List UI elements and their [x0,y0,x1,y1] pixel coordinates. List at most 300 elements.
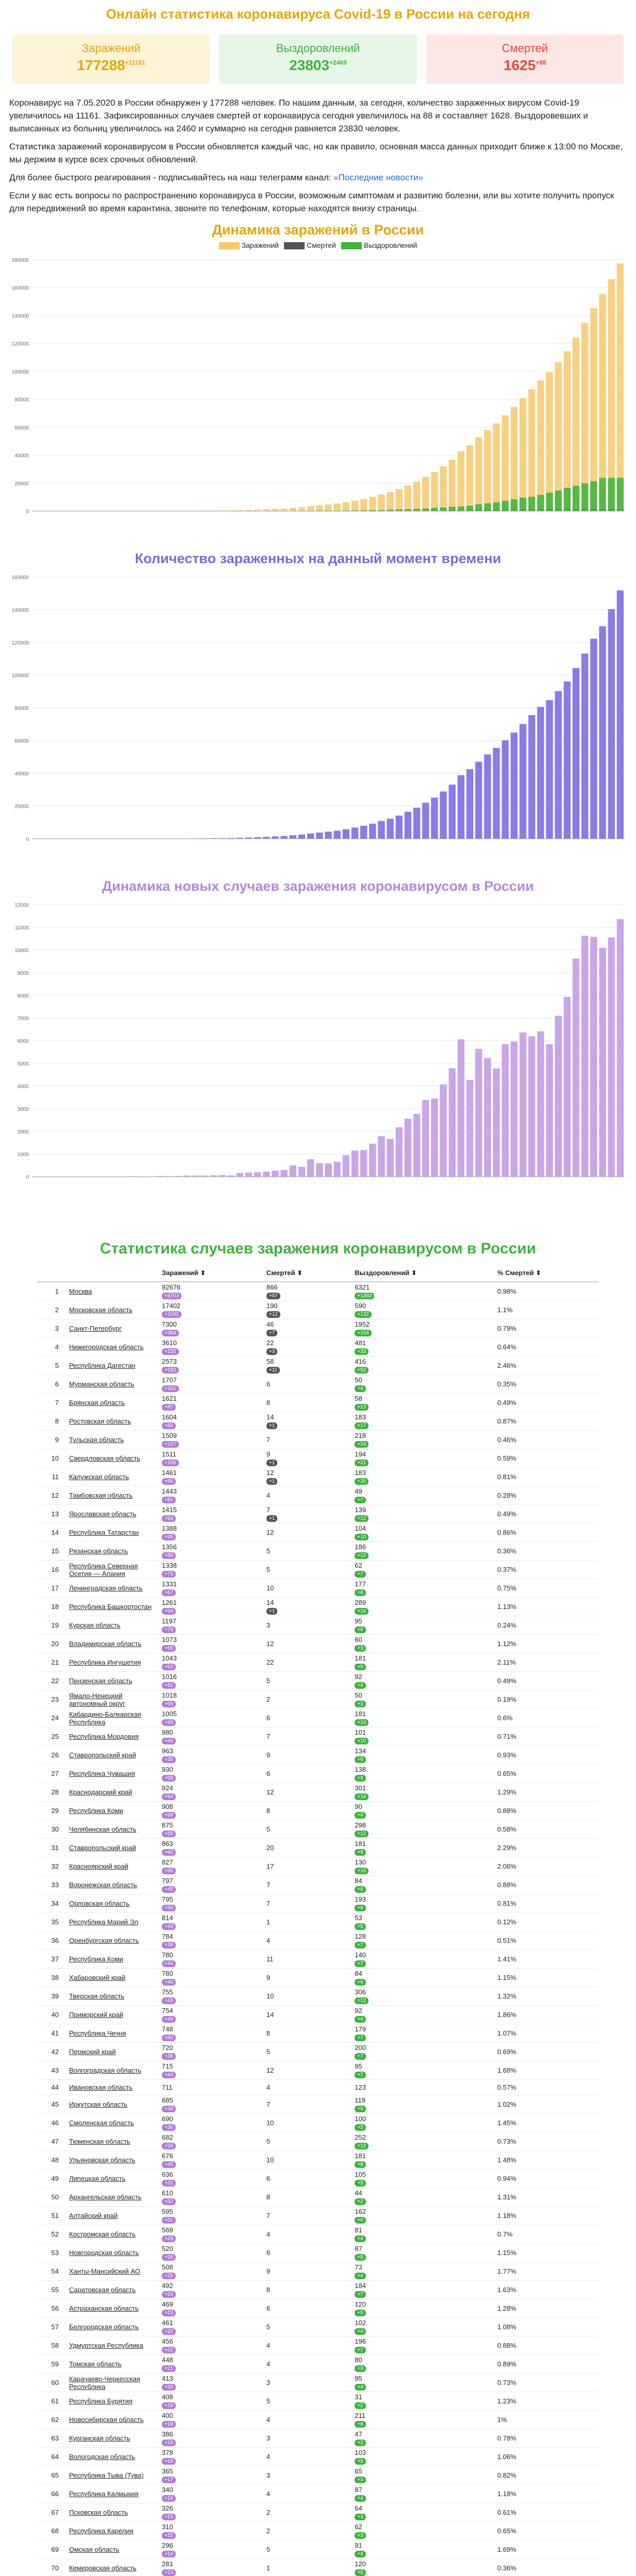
deaths-cell [263,1523,352,1542]
death-pct-cell: 0.75% [494,1579,599,1598]
delta-badge: +75 [162,1571,176,1578]
bar-2-66 [617,478,624,512]
recovered-cell [352,2318,494,2336]
region-link[interactable]: Костромская область [69,2230,136,2239]
region-link[interactable]: Саратовская область [69,2286,136,2294]
deaths-value: 7 [266,2212,271,2220]
delta-badge: +2 [355,2198,365,2205]
delta-badge: +1383 [355,1293,374,1299]
recovered-value: 130 [355,1858,366,1867]
deaths-value: 5 [266,2546,271,2554]
region-link[interactable]: Челябинская область [69,1825,137,1834]
region-link[interactable]: Москва [69,1287,92,1296]
delta-badge: +6 [355,1979,365,1986]
bar-0-33 [325,832,331,839]
region-link[interactable]: Ставропольский край [69,1751,136,1759]
row-index: 20 [37,1635,66,1653]
recovered-value: 92 [355,2007,362,2015]
recovered-value: 128 [355,1933,366,1941]
bar-0-65 [608,279,615,511]
region-link[interactable]: Республика Чувашия [69,1770,135,1778]
region-link[interactable]: Рязанская область [69,1547,128,1555]
deaths-value: 10 [266,1992,274,2001]
delta-badge: +19 [162,2402,176,2409]
recovered-value: 120 [355,2300,366,2309]
recovered-value: 123 [355,2083,366,2092]
recovered-cell [352,1616,494,1635]
col-death-pct[interactable]: % Смертей ⬍ [494,1265,599,1282]
region-name [66,1857,159,1876]
stat-deaths [426,35,624,84]
region-link[interactable]: Республика Татарстан [69,1529,139,1537]
recovered-value: 95 [355,2375,362,2383]
region-name [66,1319,159,1338]
bar-0-50 [475,1049,482,1177]
recovered-value: 95 [355,2062,362,2071]
death-pct-cell: 0.94% [494,2170,599,2188]
region-link[interactable]: Брянская область [69,1399,125,1407]
delta-badge: +33 [355,1348,369,1355]
deaths-value: 2 [266,2509,271,2517]
region-name [66,1931,159,1950]
table-row [37,2392,599,2411]
recovered-value: 140 [355,1951,366,1959]
table-row [37,1690,599,1709]
bar-0-34 [333,831,340,839]
delta-badge: +127 [162,1441,179,1448]
region-link[interactable]: Тюменская область [69,2138,130,2146]
legend-item[interactable]: Выздоровлений [341,241,417,249]
delta-badge: +192 [162,1367,179,1374]
recovered-value: 58 [355,1395,362,1403]
recovered-cell [352,2485,494,2503]
deaths-value: 6 [266,1770,271,1778]
recovered-cell [352,1950,494,1969]
delta-badge: +40 [162,2035,176,2041]
region-link[interactable]: Курганская область [69,2434,130,2443]
table-row [37,1894,599,1913]
region-link[interactable]: Псковская область [69,2509,128,2517]
region-link[interactable]: Воронежская область [69,1881,137,1889]
delta-badge: +3 [355,1701,365,1707]
region-name [66,1505,159,1523]
region-link[interactable]: Ленинградская область [69,1584,143,1592]
delta-badge: +6 [355,1886,365,1893]
recovered-cell [352,1709,494,1727]
region-link[interactable]: Республика Калмыкия [69,2490,139,2498]
region-name [66,2540,159,2559]
bar-0-33 [325,504,331,511]
region-link[interactable]: Смоленская область [69,2119,134,2127]
infected-cell [159,2429,263,2448]
infected-value: 1621 [162,1395,177,1403]
bar-0-61 [573,338,579,511]
infected-cell [159,2006,263,2024]
sort-icon: ⬍ [297,1269,303,1277]
deaths-value: 8 [266,1807,271,1815]
bar-0-29 [290,835,296,839]
region-link[interactable]: Нижегородская область [69,1343,144,1351]
intro-paragraph: Если у вас есть вопросы по распространению коронавируса в России, возможным симптомам и развитию болезни, или вы хотите получить пропуск для передвижений во время карантина, звоните по телефонам, которые находятся внизу страницы. [9,191,614,213]
bar-0-60 [564,997,571,1177]
table-row [37,1783,599,1802]
death-pct-cell: 1.45% [494,2114,599,2132]
delta-badge: +4 [355,2235,365,2242]
deaths-value: 3 [266,1621,271,1630]
delta-badge: +43 [162,1997,176,2004]
bar-0-24 [245,1173,252,1177]
region-link[interactable]: Кабардино-Балкарская Республика [69,1710,142,1726]
recovered-cell [352,2061,494,2080]
bar-0-53 [502,740,509,839]
region-link[interactable]: Удмуртская Республика [69,2342,143,2350]
row-index: 3 [37,1319,66,1338]
infected-value: 1016 [162,1673,177,1681]
region-link[interactable]: Ханты-Мансийский АО [69,2267,140,2276]
deaths-cell [263,2114,352,2132]
region-link[interactable]: Республика Дагестан [69,1362,136,1370]
table-row [37,2355,599,2374]
deaths-value: 866 [266,1283,278,1292]
recovered-value: 6321 [355,1283,370,1292]
delta-badge: +55 [162,1701,176,1707]
table-row [37,1505,599,1523]
infected-cell [159,1579,263,1598]
death-pct-cell: 1.48% [494,2151,599,2170]
delta-badge: +18 [162,2439,176,2446]
region-link[interactable]: Республика Чечня [69,2029,126,2038]
recovered-value: 134 [355,1747,366,1755]
region-link[interactable]: Белгородская область [69,2323,139,2331]
bar-0-57 [537,1031,544,1177]
delta-badge: +5 [355,2569,365,2576]
deaths-value: 7 [266,1733,271,1741]
infected-cell [159,1338,263,1357]
delta-badge: +20 [162,2384,176,2391]
delta-badge: +156 [355,1330,372,1336]
region-link[interactable]: Краснодарский край [69,1788,132,1797]
delta-badge: +81 [162,1497,176,1503]
bar-0-62 [581,936,588,1177]
bar-0-29 [290,1165,296,1177]
legend-item[interactable]: Заражений [219,241,279,249]
bar-0-30 [298,835,305,839]
region-link[interactable]: Республика Мордовия [69,1733,139,1741]
region-link[interactable]: Республика Тыва (Тува) [69,2471,144,2480]
region-link[interactable]: Свердловская область [69,1454,141,1463]
infected-value: 1415 [162,1506,177,1514]
row-index: 57 [37,2318,66,2336]
y-tick-label: 6000 [17,1039,29,1045]
recovered-value: 80 [355,2356,362,2364]
region-link[interactable]: Ульяновская область [69,2156,136,2164]
recovered-value: 104 [355,1524,366,1533]
region-link[interactable]: Карачаево-Черкесская Республика [69,2375,140,2391]
bar-0-36 [352,828,358,839]
region-link[interactable]: Оренбургская область [69,1937,139,1945]
col-deaths[interactable]: Смертей ⬍ [263,1265,352,1282]
table-row [37,1969,599,1987]
infected-cell [159,2151,263,2170]
table-row [37,2262,599,2281]
death-pct-cell: 0.86% [494,1523,599,1542]
region-link[interactable]: Республика Башкортостан [69,1603,152,1611]
recovered-value: 87 [355,2486,362,2494]
region-link[interactable]: Ярославская область [69,1510,137,1518]
region-link[interactable]: Томская область [69,2360,122,2368]
region-link[interactable]: Республика Коми [69,1807,124,1815]
recovered-cell [352,2522,494,2540]
region-link[interactable]: Новосибирская область [69,2416,144,2424]
death-pct-cell: 0.58% [494,1820,599,1839]
recovered-cell [352,2188,494,2207]
region-link[interactable]: Республика Бурятия [69,2397,133,2405]
recovered-cell [352,2262,494,2281]
delta-badge: +40 [162,2161,176,2168]
deaths-cell [263,2318,352,2336]
y-tick-label: 12000 [14,903,29,909]
death-pct-cell: 0.88% [494,2336,599,2355]
region-link[interactable]: Республика Ингушетия [69,1658,141,1667]
recovered-value: 252 [355,2133,366,2142]
region-name [66,2262,159,2281]
recovered-value: 103 [355,2449,366,2457]
delta-badge: +7 [355,2347,365,2353]
region-link[interactable]: Вологодская область [69,2453,136,2461]
row-index: 25 [37,1727,66,1746]
recovered-value: 44 [355,2189,362,2197]
deaths-value: 6 [266,2175,271,2183]
death-pct-cell: 0.12% [494,1913,599,1931]
death-pct-cell: 1.41% [494,1950,599,1969]
recovered-cell [352,2355,494,2374]
infected-value: 92676 [162,1283,181,1292]
delta-badge: +44 [162,2072,176,2078]
bar-0-41 [396,816,403,839]
deaths-value: 9 [266,1751,271,1759]
deaths-value: 14 [266,1599,274,1607]
region-name [66,1635,159,1653]
table-row [37,1857,599,1876]
y-tick-label: 140000 [11,313,29,319]
delta-badge: +7 [355,2053,365,2060]
region-link[interactable]: Республика Коми [69,1955,124,1963]
row-index: 45 [37,2095,66,2114]
bar-2-61 [573,486,579,511]
bar-0-44 [422,1100,429,1177]
recovered-cell [352,1579,494,1598]
deaths-cell [263,1542,352,1561]
deaths-cell [263,1431,352,1449]
table-row [37,1876,599,1894]
infected-value: 827 [162,1858,173,1867]
region-link[interactable]: Владимирская область [69,1640,142,1648]
region-link[interactable]: Ямало-Ненецкий автономный округ [69,1691,125,1707]
death-pct-cell: 0.98% [494,1282,599,1301]
infected-value: 610 [162,2189,173,2197]
infected-value: 1511 [162,1450,176,1459]
bar-0-55 [520,398,526,511]
region-link[interactable]: Тамбовская область [69,1492,133,1500]
infected-cell [159,1319,263,1338]
region-name [66,1746,159,1765]
infected-value: 676 [162,2152,173,2160]
region-link[interactable]: Тверская область [69,1992,125,2001]
death-pct-cell: 0.65% [494,2522,599,2540]
row-index: 60 [37,2374,66,2392]
region-name [66,2392,159,2411]
bar-2-56 [528,497,535,511]
region-link[interactable]: Тульская область [69,1436,124,1444]
death-pct-cell: 1.32% [494,1987,599,2006]
infected-value: 1018 [162,1691,177,1700]
recovered-value: 90 [355,1803,362,1811]
infected-cell [159,2281,263,2299]
region-link[interactable]: Московская область [69,1306,133,1314]
recovered-value: 306 [355,1988,366,1996]
recovered-cell [352,2429,494,2448]
region-name [66,2336,159,2355]
deaths-value: 1 [266,1918,271,1926]
region-name [66,1412,159,1431]
infected-cell [159,1653,263,1672]
region-link[interactable]: Ставропольский край [69,1844,136,1852]
death-pct-cell: 0.6% [494,1709,599,1727]
region-link[interactable]: Ростовская область [69,1417,131,1426]
bar-0-40 [387,492,393,511]
col-infected[interactable]: Заражений ⬍ [159,1265,263,1282]
deaths-cell [263,2540,352,2559]
region-link[interactable]: Республика Марий Эл [69,1918,139,1926]
deaths-value: 12 [266,1469,274,1477]
recovered-cell [352,1765,494,1783]
deaths-cell [263,2244,352,2262]
deaths-value: 6 [266,1714,271,1722]
table-row [37,2114,599,2132]
recovered-cell [352,2411,494,2429]
region-link[interactable]: Волгоградская область [69,2066,142,2075]
death-pct-cell: 0.88% [494,1802,599,1820]
region-link[interactable]: Приморский край [69,2011,123,2019]
bar-0-49 [466,1080,473,1177]
deaths-value: 4 [266,2490,271,2498]
regions-table [37,1265,599,2576]
region-link[interactable]: Мурманская область [69,1380,135,1388]
region-link[interactable]: Республика Северная Осетия — Алания [69,1562,138,1578]
deaths-value: 4 [266,2342,271,2350]
delta-badge: +7 [355,1960,365,1967]
region-link[interactable]: Кемеровская область [69,2564,137,2572]
region-link[interactable]: Алтайский край [69,2212,118,2220]
table-row [37,1431,599,1449]
region-link[interactable]: Калужская область [69,1473,129,1481]
infected-value: 715 [162,2062,173,2071]
table-row [37,1282,599,1301]
recovered-cell [352,2374,494,2392]
deaths-value: 4 [266,2416,271,2424]
recovered-value: 64 [355,2504,362,2513]
infected-value: 595 [162,2208,173,2216]
bar-0-37 [360,499,367,512]
region-link[interactable]: Орловская область [69,1900,130,1908]
telegram-link[interactable]: «Последние новости» [333,173,424,182]
region-link[interactable]: Архангельская область [69,2193,142,2201]
recovered-cell [352,1690,494,1709]
col-recovered[interactable]: Выздоровлений ⬍ [352,1265,494,1282]
region-link[interactable]: Санкт-Петербург [69,1325,122,1333]
deaths-value: 2 [266,2527,271,2535]
deaths-cell [263,1282,352,1301]
region-link[interactable]: Иркутская область [69,2100,128,2109]
row-index: 14 [37,1523,66,1542]
region-link[interactable]: Омская область [69,2546,120,2554]
deaths-cell [263,1969,352,1987]
y-tick-label: 60000 [14,738,29,744]
delta-badge: +24 [162,2291,176,2298]
recovered-value: 289 [355,1599,366,1607]
row-index: 18 [37,1598,66,1616]
delta-badge: +3 [355,2514,365,2520]
region-link[interactable]: Хабаровский край [69,1974,126,1982]
bar-0-23 [237,1173,243,1177]
region-link[interactable]: Новгородская область [69,2249,139,2257]
death-pct-cell: 2.11% [494,1653,599,1672]
y-tick-label: 8000 [17,993,29,999]
region-link[interactable]: Курская область [69,1621,121,1630]
deaths-cell [263,2151,352,2170]
row-index: 51 [37,2207,66,2225]
bar-0-39 [378,821,384,839]
col-region [66,1265,159,1282]
row-index: 26 [37,1746,66,1765]
legend-item[interactable]: Смертей [284,241,336,249]
infected-value: 784 [162,1933,173,1941]
region-link[interactable]: Ивановская область [69,2083,132,2092]
bar-0-58 [546,1044,553,1177]
deaths-value: 5 [266,2138,271,2146]
bar-2-44 [422,509,429,511]
bar-0-37 [360,1150,367,1177]
region-link[interactable]: Липецкая область [69,2175,126,2183]
region-link[interactable]: Республика Карелия [69,2527,133,2535]
col-idx [37,1265,66,1282]
delta-badge: +57 [266,1293,280,1299]
chart1-title: Динамика заражений в России [212,222,424,238]
bar-0-64 [599,948,606,1177]
region-link[interactable]: Красноярский край [69,1862,128,1871]
death-pct-cell: 1.28% [494,2299,599,2318]
infected-value: 365 [162,2467,173,2476]
delta-badge: +19 [162,2421,176,2428]
region-link[interactable]: Пензенская область [69,1677,132,1685]
recovered-cell [352,2095,494,2114]
deaths-value: 4 [266,2230,271,2239]
region-name [66,2132,159,2151]
region-link[interactable]: Пермский край [69,2048,116,2056]
infected-cell [159,1449,263,1468]
table-row [37,1672,599,1690]
table-row [37,1931,599,1950]
deaths-cell [263,1598,352,1616]
region-name [66,1338,159,1357]
recovered-value: 200 [355,2044,366,2052]
deaths-cell [263,2262,352,2281]
death-pct-cell: 1.29% [494,1783,599,1802]
stat-label: Смертей [501,42,548,55]
region-link[interactable]: Астраханская область [69,2304,139,2313]
delta-badge: +35 [162,1756,176,1763]
table-row [37,1913,599,1931]
